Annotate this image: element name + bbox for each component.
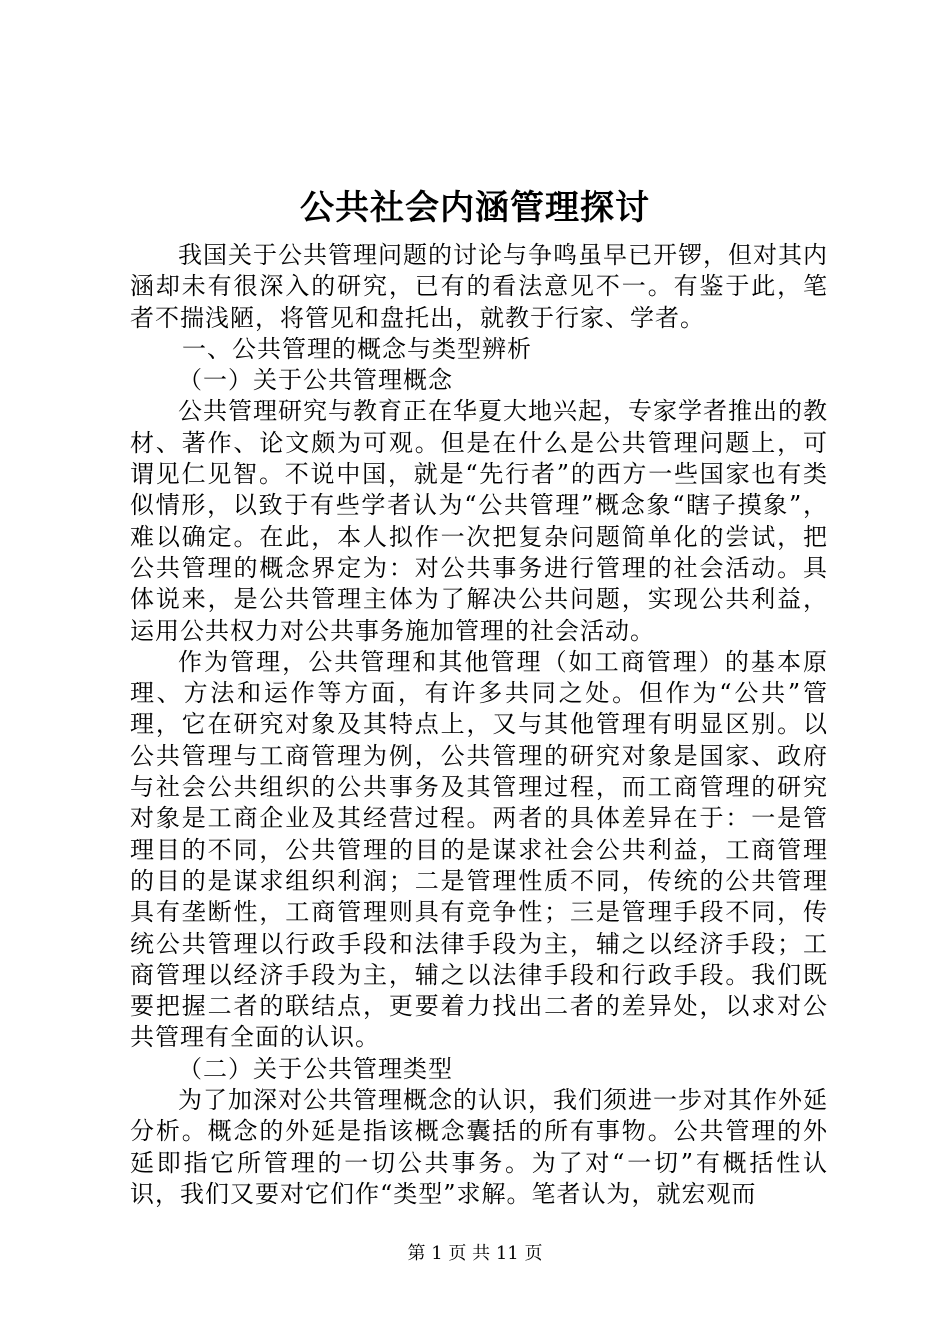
paragraph-intro: 我国关于公共管理问题的讨论与争鸣虽早已开锣，但对其内涵却未有很深入的研究，已有的看法意见不一。有鉴于此，笔者不揣浅陋，将管见和盘托出，就教于行家、学者。 <box>130 241 828 332</box>
document-title: 公共社会内涵管理探讨 <box>300 188 650 228</box>
paragraph-types: 为了加深对公共管理概念的认识，我们须进一步对其作外延分析。概念的外延是指该概念囊括的所有事物。公共管理的外延即指它所管理的一切公共事务。为了对“一切”有概括性认识，我们又要对它们作“类型”求解。笔者认为，就宏观而 <box>130 1086 828 1208</box>
subsection-heading-1: （一）关于公共管理概念 <box>178 366 453 395</box>
section-heading-1: 一、公共管理的概念与类型辨析 <box>182 334 532 363</box>
page-footer: 第 1 页 共 11 页 <box>407 1243 543 1264</box>
paragraph-concept: 公共管理研究与教育正在华夏大地兴起，专家学者推出的教材、著作、论文颇为可观。但是在什么是公共管理问题上，可谓见仁见智。不说中国，就是“先行者”的西方一些国家也有类似情形，以致于有些学者认为“公共管理”概念象“瞎子摸象”，难以确定。在此，本人拟作一次把复杂问题简单化的尝试，把公共管理的概念界定为：对公共事务进行管理的社会活动。具体说来，是公共管理主体为了解决公共问题，实现公共利益，运用公共权力对公共事务施加管理的社会活动。 <box>130 397 828 645</box>
paragraph-comparison: 作为管理，公共管理和其他管理（如工商管理）的基本原理、方法和运作等方面，有许多共同之处。但作为“公共”管理，它在研究对象及其特点上，又与其他管理有明显区别。以公共管理与工商管理为例，公共管理的研究对象是国家、政府与社会公共组织的公共事务及其管理过程，而工商管理的研究对象是工商企业及其经营过程。两者的具体差异在于：一是管理目的不同，公共管理的目的是谋求社会公共利益，工商管理的目的是谋求组织利润；二是管理性质不同，传统的公共管理具有垄断性，工商管理则具有竞争性；三是管理手段不同，传统公共管理以行政手段和法律手段为主，辅之以经济手段；工商管理以经济手段为主，辅之以法律手段和行政手段。我们既要把握二者的联结点，更要着力找出二者的差异处，以求对公共管理有全面的认识。 <box>130 647 828 1052</box>
subsection-heading-2: （二）关于公共管理类型 <box>178 1054 453 1083</box>
document-body <box>130 240 828 1210</box>
